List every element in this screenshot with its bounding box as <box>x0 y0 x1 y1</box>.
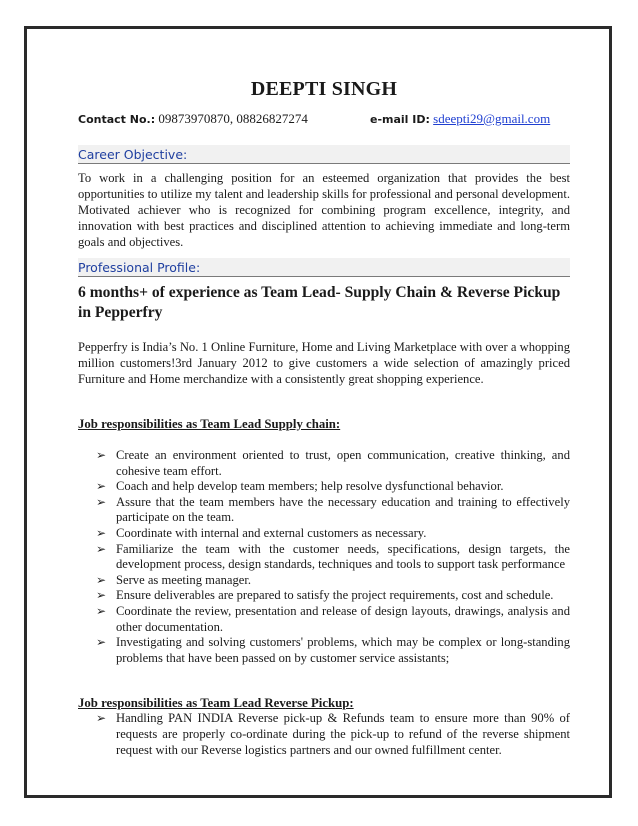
list-item-text: Assure that the team members have the necessary education and training to effectively participate on the team. <box>116 494 570 525</box>
company-description: Pepperfry is India’s No. 1 Online Furniture, Home and Living Marketplace with over a whopping million customers!3rd January 2012 to give customers a wide selection of amazingly priced Furniture and Home merchandize with a consistently great shopping experience. <box>78 340 570 386</box>
list-item <box>96 526 570 542</box>
professional-profile-heading: Professional Profile: <box>78 258 570 277</box>
list-item <box>96 448 570 479</box>
contact-row <box>78 111 570 127</box>
list-item <box>96 573 570 589</box>
arrow-bullet-icon: ➢ <box>96 541 107 556</box>
list-item <box>96 542 570 573</box>
arrow-bullet-icon: ➢ <box>96 635 107 650</box>
resume-content <box>78 78 570 758</box>
list-item-text: Coach and help develop team members; help resolve dysfunctional behavior. <box>116 479 504 494</box>
reverse-pickup-heading: Job responsibilities as Team Lead Reverse Pickup: <box>78 696 354 711</box>
arrow-bullet-icon: ➢ <box>96 572 107 587</box>
email-link[interactable]: sdeepti29@gmail.com <box>433 111 551 126</box>
list-item-text: Familiarize the team with the customer needs, specifications, design targets, the development process, design standards, techniques and tools to support task performance <box>116 541 570 572</box>
list-item <box>96 588 570 604</box>
arrow-bullet-icon: ➢ <box>96 479 107 494</box>
list-item-text: Coordinate with internal and external customers as necessary. <box>116 525 427 540</box>
email-block <box>370 111 550 127</box>
career-objective-text: To work in a challenging position for an esteemed organization that provides the best opportunities to utilize my talent and leadership skills for professional and personal development. Motivated achiever who is recognized for combining program excellence, integrity, and innovation with best practices and disciplined attention to achieving immediate and long-term goals and objectives. <box>78 171 570 249</box>
list-item-text: Investigating and solving customers' problems, which may be complex or long-standing problems that have been passed on by customer service assistants; <box>116 635 570 665</box>
arrow-bullet-icon: ➢ <box>96 448 107 462</box>
list-item <box>96 604 570 635</box>
list-item <box>96 479 570 495</box>
role-title: 6 months+ of experience as Team Lead- Supply Chain & Reverse Pickup in Pepperfry <box>78 284 561 321</box>
arrow-bullet-icon: ➢ <box>96 711 107 726</box>
supply-chain-heading: Job responsibilities as Team Lead Supply chain: <box>78 417 341 431</box>
arrow-bullet-icon: ➢ <box>96 494 107 509</box>
list-item <box>96 635 570 666</box>
contact-numbers <box>78 111 370 127</box>
list-item-text: Coordinate the review, presentation and release of design layouts, drawings, analysis and other documentation. <box>116 603 570 634</box>
list-item <box>96 711 570 758</box>
list-item-text: Serve as meeting manager. <box>116 572 251 587</box>
list-item-text: Ensure deliverables are prepared to satisfy the project requirements, cost and schedule. <box>116 588 554 603</box>
arrow-bullet-icon: ➢ <box>96 588 107 603</box>
arrow-bullet-icon: ➢ <box>96 603 107 618</box>
list-item-text: Handling PAN INDIA Reverse pick-up & Refunds team to ensure more than 90% of requests are properly co-ordinate during the pick-up to refund of the reverse shipment request with our Reverse logistics partners and our owned fulfillment center. <box>116 711 570 757</box>
supply-chain-list <box>78 448 570 666</box>
contact-label: Contact No.: <box>78 113 156 126</box>
reverse-pickup-list <box>78 711 570 758</box>
arrow-bullet-icon: ➢ <box>96 525 107 540</box>
list-item-text: Create an environment oriented to trust, open communication, creative thinking, and cohesive team effort. <box>116 448 570 478</box>
candidate-name: DEEPTI SINGH <box>250 78 398 100</box>
list-item <box>96 495 570 526</box>
contact-value: 09873970870, 08826827274 <box>158 111 308 126</box>
career-objective-heading: Career Objective: <box>78 145 570 164</box>
email-label: e-mail ID: <box>370 113 430 126</box>
